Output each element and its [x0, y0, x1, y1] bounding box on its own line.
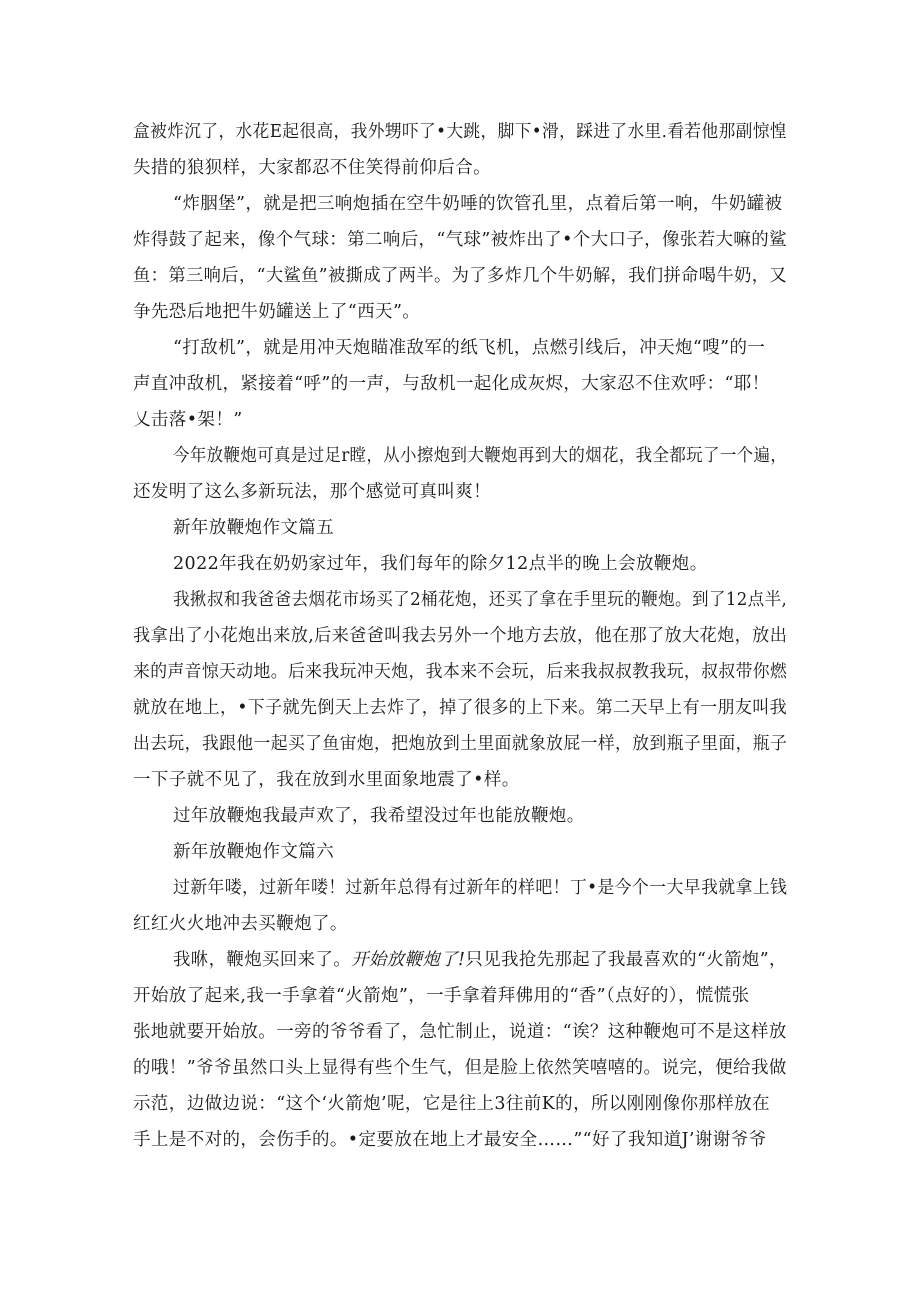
- text-line: 争先恐后地把牛奶罐送上了“西天”。: [133, 302, 421, 322]
- text-segment: 只见我抢先那起了我最喜欢的“火箭炮”，: [465, 950, 787, 970]
- text-line: 盒被炸沉了，水花E起很高，我外甥吓了•大跳，脚下•滑，踩进了水里.看若他那副惊惶: [133, 122, 787, 142]
- text-line: 开始放了起来,我一手拿着“火箭炮”，一手拿着拜佛用的“香”（点好的），慌慌张: [133, 986, 750, 1006]
- italic-text-segment: 开始放鞭炮了!: [351, 950, 466, 970]
- text-line: 失措的狼狈样，大家都忍不住笑得前仰后合。: [133, 158, 491, 178]
- text-line: 鱼：第三响后，“大鲨鱼”被撕成了两半。为了多炸几个牛奶解，我们拼命喝牛奶，又: [133, 266, 788, 286]
- text-line: 还发明了这么多新玩法，那个感觉可真叫爽！: [133, 482, 491, 502]
- text-line: 今年放鞭炮可真是过足r瞠，从小擦炮到大鞭炮再到大的烟花，我全都玩了一个遍，: [173, 446, 788, 466]
- text-line: 我拿出了小花炮出来放,后来爸爸叫我去另外一个地方去放，他在那了放大花炮，放出: [133, 626, 788, 646]
- text-line: 过年放鞭炮我最声欢了，我希望没过年也能放鞭炮。: [173, 806, 585, 826]
- text-line: “打敌机”，就是用冲天炮瞄准敌军的纸飞机，点燃引线后，冲天炮“嗖”的一: [173, 338, 766, 358]
- section-heading: 新年放鞭炮作文篇六: [173, 842, 335, 862]
- text-line: 乂击落•架！”: [133, 410, 243, 430]
- text-line: 示范，边做边说：“这个‘火箭炮’呢，它是往上3往前K的，所以刚刚像你那样放在: [133, 1094, 770, 1114]
- text-line: “炸胭堡”，就是把三响炮插在空牛奶唾的饮管孔里，点着后第一响，牛奶罐被: [173, 194, 783, 214]
- text-segment: 我咻，鞭炮买回来了。: [173, 950, 352, 970]
- text-line: 我揪叔和我爸爸去烟花市场买了2桶花炮，还买了拿在手里玩的鞭炮。到了12点半,: [173, 590, 788, 610]
- text-line: 就放在地上，•下子就先倒天上去炸了，掉了很多的上下来。第二天早上有一朋友叫我: [133, 698, 788, 718]
- text-line: 张地就要开始放。一旁的爷爷看了，急忙制止，说道：“诶？这种鞭炮可不是这样放: [133, 1022, 787, 1042]
- section-heading: 新年放鞭炮作文篇五: [173, 518, 335, 538]
- text-line: 来的声音惊天动地。后来我玩冲天炮，我本来不会玩，后来我叔叔教我玩，叔叔带你燃: [133, 662, 788, 682]
- text-line: 2022年我在奶奶家过年，我们每年的除夕12点半的晚上会放鞭炮。: [173, 554, 708, 574]
- text-line: [173, 942, 787, 978]
- text-line: 一下子就不见了，我在放到水里面象地震了•样。: [133, 770, 520, 790]
- text-line: 的哦！”爷爷虽然口头上显得有些个生气，但是脸上依然笑嘻嘻的。说完，便给我做: [133, 1058, 787, 1078]
- text-line: 红红火火地冲去买鞭炮了。: [133, 914, 348, 934]
- text-line: 出去玩，我跟他一起买了鱼宙炮，把炮放到土里面就象放屁一样，放到瓶子里面，瓶子: [133, 734, 788, 754]
- text-line: 炸得鼓了起来，像个气球：第二响后，“气球”被炸出了•个大口子，像张若大嘛的鲨: [133, 230, 787, 250]
- text-line: 声直冲敌机，紧接着“呼”的一声，与敌机一起化成灰烬，大家忍不住欢呼：“耶！: [133, 374, 770, 394]
- text-line: 过新年喽，过新年喽！过新年总得有过新年的样吧！丁•是今个一大早我就拿上钱: [173, 878, 788, 898]
- text-line: 手上是不对的，会伤手的。•定要放在地上才最安全……”“好了我知道J’谢谢爷爷: [133, 1130, 767, 1150]
